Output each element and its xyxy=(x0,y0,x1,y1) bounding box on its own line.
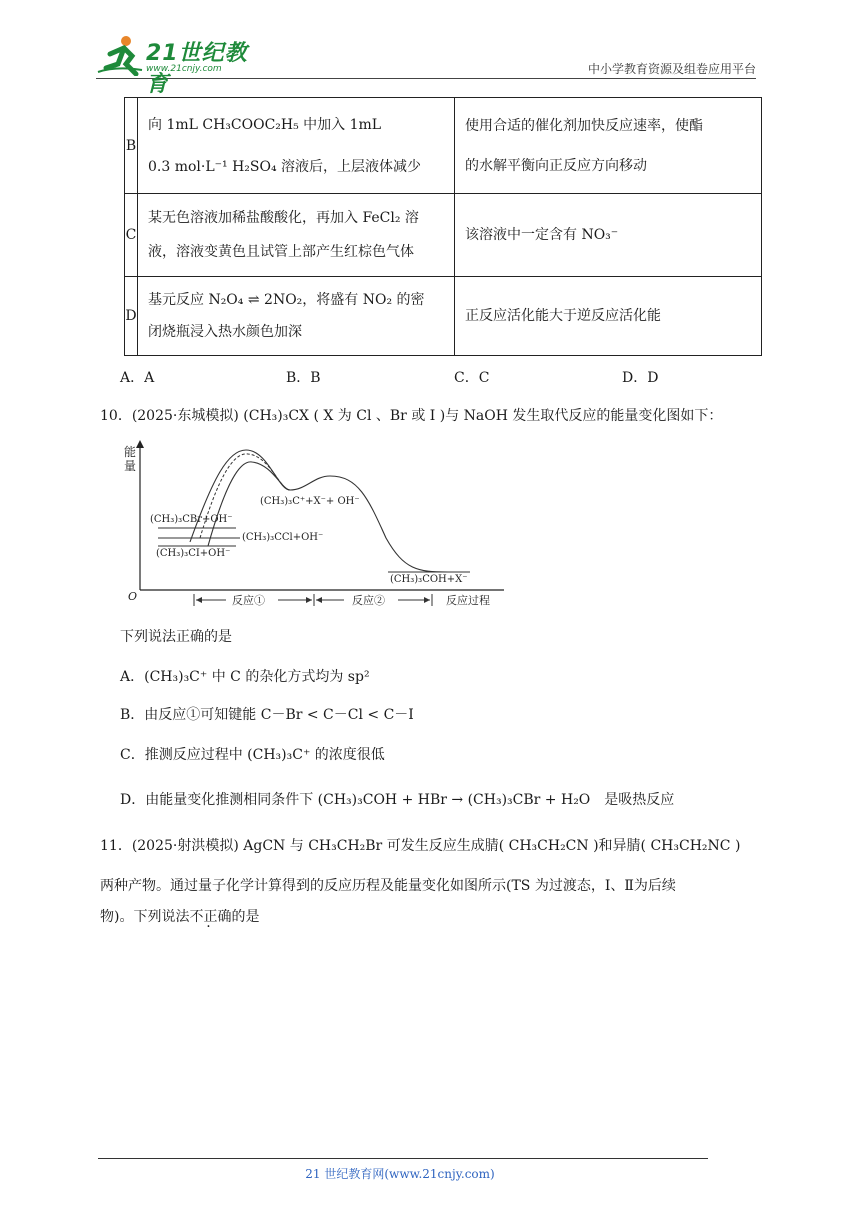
row-label: B xyxy=(125,98,138,194)
energy-diagram xyxy=(118,438,518,614)
platform-tagline: 中小学教育资源及组卷应用平台 xyxy=(587,62,756,76)
choice-c[interactable]: C．C xyxy=(454,370,490,386)
label-intermediate: (CH₃)₃C⁺+X⁻+ OH⁻ xyxy=(260,496,360,507)
row-label: D xyxy=(125,277,138,356)
q10-option-c[interactable]: C．推测反应过程中 (CH₃)₃C⁺ 的浓度很低 xyxy=(120,747,385,763)
experiment-line: 基元反应 N₂O₄ ⇌ 2NO₂，将盛有 NO₂ 的密 xyxy=(148,292,425,308)
q11-line1: 11．(2025·射洪模拟) AgCN 与 CH₃CH₂Br 可发生反应生成腈( CH₃CH₂CN )和异腈( CH₃CH₂NC ) xyxy=(100,838,741,854)
row-experiment xyxy=(138,277,455,356)
experiment-line: 0.3 mol·L⁻¹ H₂SO₄ 溶液后，上层液体减少 xyxy=(148,158,422,175)
stage1-label: 反应① xyxy=(232,594,265,607)
footer-divider xyxy=(98,1158,708,1159)
row-conclusion xyxy=(455,98,762,194)
arrow-right-icon xyxy=(424,597,430,603)
site-logo xyxy=(96,34,266,97)
q10-option-d[interactable]: D．由能量变化推测相同条件下 (CH₃)₃COH + HBr → (CH₃)₃CBr + H₂O 是吸热反应 xyxy=(120,792,675,808)
label-cbr: (CH₃)₃CBr+OH⁻ xyxy=(150,514,233,525)
origin-label: O xyxy=(128,590,138,603)
page-header xyxy=(96,30,756,97)
row-label: C xyxy=(125,194,138,277)
q11-line3-start: 物)。下列说法 xyxy=(100,909,190,925)
q10-option-b[interactable]: B．由反应①可知键能 C－Br < C－Cl < C－I xyxy=(120,707,414,723)
arrow-left-icon xyxy=(196,597,202,603)
arrow-right-icon xyxy=(306,597,312,603)
logo-title: 21世纪教育 xyxy=(146,41,248,97)
experiment-line: 液，溶液变黄色且试管上部产生红棕色气体 xyxy=(148,244,414,260)
table-row xyxy=(125,277,762,356)
q11-line3-end: 的是 xyxy=(231,909,260,925)
conclusion-line: 的水解平衡向正反应方向移动 xyxy=(465,157,647,174)
y-axis-label: 能 xyxy=(124,445,137,459)
curve-stage2 xyxy=(290,476,468,572)
runner-logo-icon xyxy=(96,34,144,76)
options-table xyxy=(124,97,762,356)
q11-line3 xyxy=(100,906,259,926)
arrow-left-icon xyxy=(316,597,322,603)
choice-a[interactable]: A．A xyxy=(120,370,155,386)
label-product: (CH₃)₃COH+X⁻ xyxy=(390,574,468,585)
q10-stem: 10．(2025·东城模拟) (CH₃)₃CX ( X 为 Cl 、Br 或 I )与 NaOH 发生取代反应的能量变化图如下： xyxy=(100,408,723,424)
q11-emphasis: 不正确 xyxy=(189,909,232,925)
conclusion-line: 该溶液中一定含有 NO₃⁻ xyxy=(465,227,619,243)
row-conclusion xyxy=(455,277,762,356)
q10-option-a[interactable]: A．(CH₃)₃C⁺ 中 C 的杂化方式均为 sp² xyxy=(120,669,370,685)
q11-line2: 两种产物。通过量子化学计算得到的反应历程及能量变化如图所示(TS 为过渡态，Ⅰ、Ⅱ为后续 xyxy=(100,878,676,894)
experiment-line: 闭烧瓶浸入热水颜色加深 xyxy=(148,324,302,340)
y-axis-label: 量 xyxy=(124,459,137,473)
conclusion-line: 使用合适的催化剂加快反应速率，使酯 xyxy=(465,117,703,134)
choice-b[interactable]: B．B xyxy=(286,370,321,386)
choice-d[interactable]: D．D xyxy=(622,370,659,386)
conclusion-line: 正反应活化能大于逆反应活化能 xyxy=(465,308,661,324)
logo-url: www.21cnjy.com xyxy=(146,64,222,74)
table-row xyxy=(125,194,762,277)
label-ccl: (CH₃)₃CCl+OH⁻ xyxy=(242,532,324,543)
table-row xyxy=(125,98,762,194)
label-ci: (CH₃)₃CI+OH⁻ xyxy=(156,548,231,559)
row-conclusion xyxy=(455,194,762,277)
row-experiment xyxy=(138,194,455,277)
stage2-label: 反应② xyxy=(352,594,385,607)
q10-prompt: 下列说法正确的是 xyxy=(120,629,232,645)
footer-link[interactable]: 21 世纪教育网(www.21cnjy.com) xyxy=(305,1167,495,1181)
x-axis-label: 反应过程 xyxy=(446,594,490,607)
row-experiment xyxy=(138,98,455,194)
y-axis-arrow-icon xyxy=(136,440,144,448)
experiment-line: 向 1mL CH₃COOC₂H₅ 中加入 1mL xyxy=(148,116,382,133)
experiment-line: 某无色溶液加稀盐酸酸化，再加入 FeCl₂ 溶 xyxy=(148,210,419,226)
